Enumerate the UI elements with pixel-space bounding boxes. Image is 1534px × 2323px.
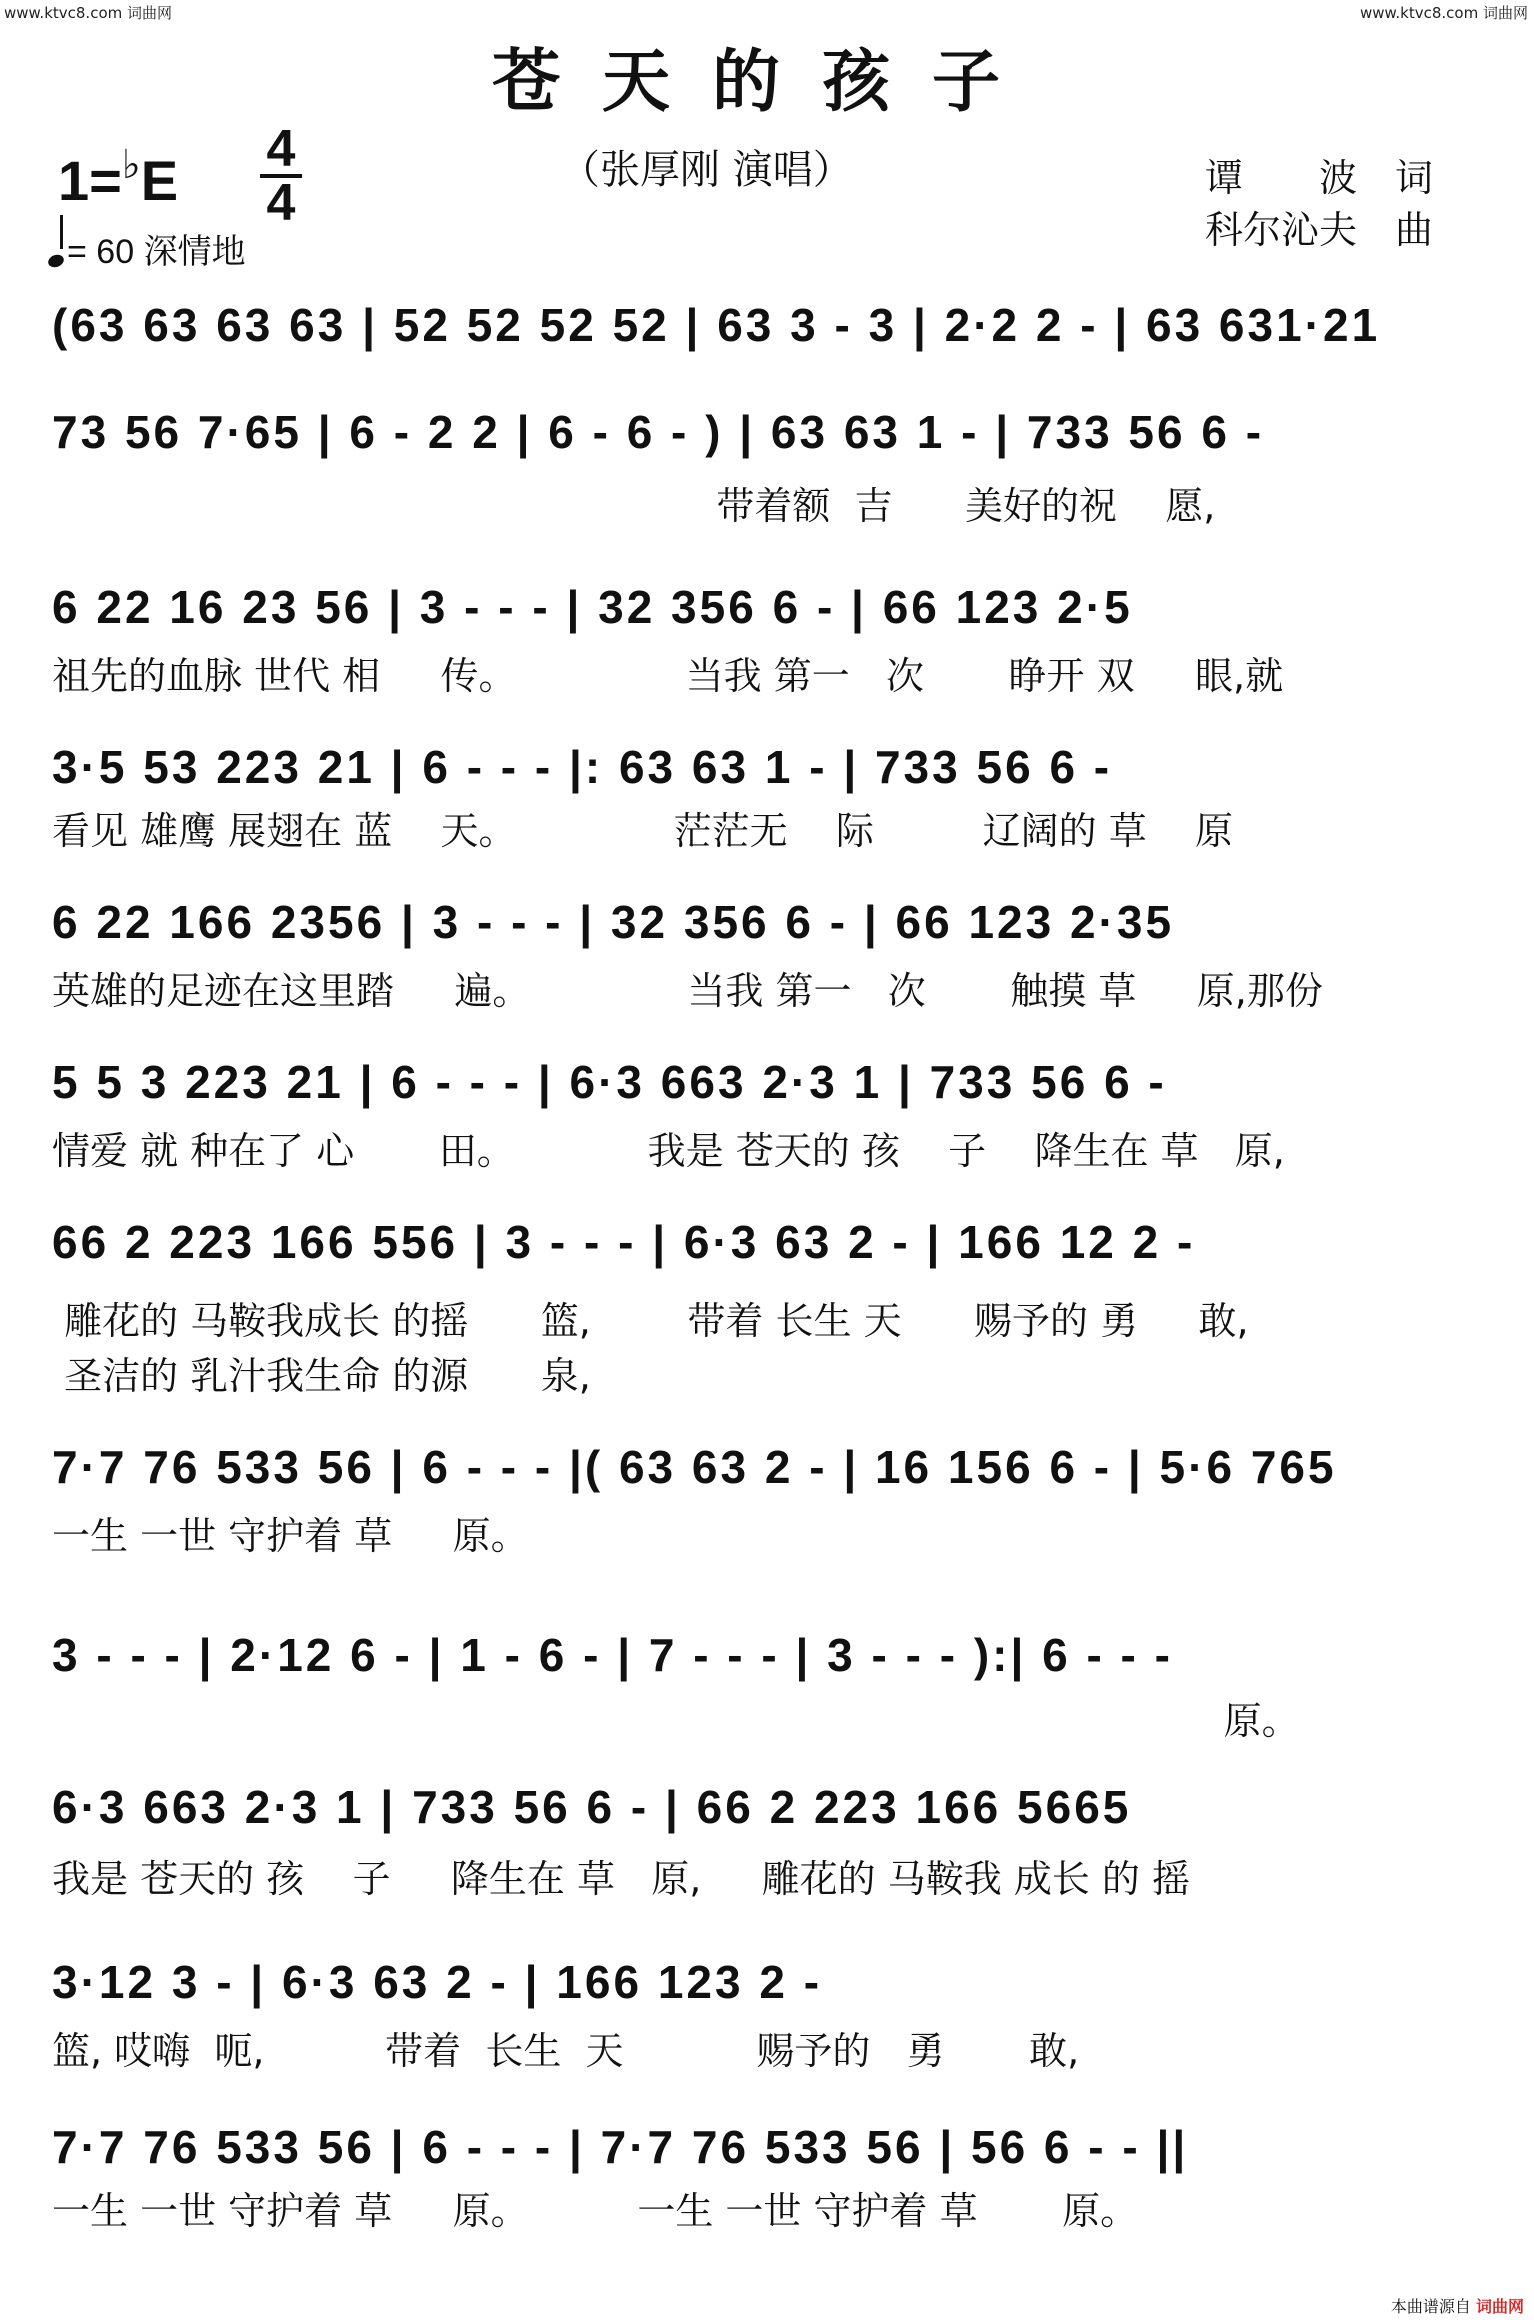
lyric-line: 我是 苍天的 孩 子 降生在 草 原, 雕花的 马鞍我 成长 的 摇 [52,1857,1190,1901]
flat-sign: ♭ [121,143,141,187]
meter-bottom: 4 [266,174,296,232]
quarter-note-icon [46,253,65,270]
lyric-line: 篮, 哎嗨 呃, 带着 长生 天 赐予的 勇 敢, [52,2029,1080,2073]
notation-line: 5 5 3 223 21 | 6 - - - | 6·3 663 2·3 1 | 733 56 6 - [52,1056,1167,1108]
quarter-note-stem [60,215,63,249]
notation-line: 3·12 3 - | 6·3 63 2 - | 166 123 2 - [52,1956,823,2008]
notation-line: 73 56 7·65 | 6 - 2 2 | 6 - 6 - ) | 63 63 1 - | 733 56 6 - [52,406,1265,458]
watermark-left: www.ktvc8.com 词曲网 [4,4,173,22]
notation-line: (63 63 63 63 | 52 52 52 52 | 63 3 - 3 | 2·2 2 - | 63 631·21 [52,299,1381,351]
lyric-line: 看见 雄鹰 展翅在 蓝 天。 茫茫无 际 辽阔的 草 原 [52,809,1234,853]
notation-line: 6·3 663 2·3 1 | 733 56 6 - | 66 2 223 166 5665 [52,1781,1132,1833]
notation-line: 6 22 16 23 56 | 3 - - - | 32 356 6 - | 66 123 2·5 [52,581,1133,633]
footer-text: 本曲谱源自 [1390,2297,1471,2316]
lyric-line: 祖先的血脉 世代 相 传。 当我 第一 次 睁开 双 眼,就 [52,654,1284,698]
performer-subtitle: （张厚刚 演唱） [560,147,853,193]
lyric-line: 雕花的 马鞍我成长 的摇 篮, 带着 长生 天 赐予的 勇 敢, 圣洁的 乳汁我生命 的源 泉, [64,1299,1249,1398]
notation-line: 7·7 76 533 56 | 6 - - - |( 63 63 2 - | 16 156 6 - | 5·6 765 [52,1441,1337,1493]
notation-line: 3 - - - | 2·12 6 - | 1 - 6 - | 7 - - - | 3 - - - ):| 6 - - - [52,1629,1173,1681]
key-prefix: 1= [58,149,122,212]
time-signature [258,120,304,232]
footer-brand: 词曲网 [1475,2297,1524,2316]
meter-top: 4 [266,120,296,178]
song-title: 苍天的孩子 [491,42,1042,122]
credits: 谭 波 词 科尔沁夫 曲 [1205,156,1434,252]
notation-line: 3·5 53 223 21 | 6 - - - |: 63 63 1 - | 733 56 6 - [52,741,1113,793]
tempo-marking [48,224,246,273]
notation-line: 66 2 223 166 556 | 3 - - - | 6·3 63 2 - | 166 12 2 - [52,1216,1196,1268]
lyric-line: 带着额 吉 美好的祝 愿, [52,484,1216,528]
lyric-line: 原。 [52,1699,1300,1743]
key-note: E [140,149,179,212]
lyric-line: 情爱 就 种在了 心 田。 我是 苍天的 孩 子 降生在 草 原, [52,1129,1285,1173]
lyric-line: 英雄的足迹在这里踏 遍。 当我 第一 次 触摸 草 原,那份 [52,969,1323,1013]
footer [1391,2294,1524,2317]
lyric-line: 一生 一世 守护着 草 原。 [52,1514,529,1558]
notation-line: 7·7 76 533 56 | 6 - - - | 7·7 76 533 56 | 56 6 - - || [52,2121,1189,2173]
tempo-text: = 60 深情地 [67,233,246,271]
watermark-right: www.ktvc8.com 词曲网 [1359,4,1528,22]
key-signature [58,142,178,213]
lyric-line: 一生 一世 守护着 草 原。 一生 一世 守护着 草 原。 [52,2189,1139,2233]
notation-line: 6 22 166 2356 | 3 - - - | 32 356 6 - | 66 123 2·35 [52,896,1175,948]
